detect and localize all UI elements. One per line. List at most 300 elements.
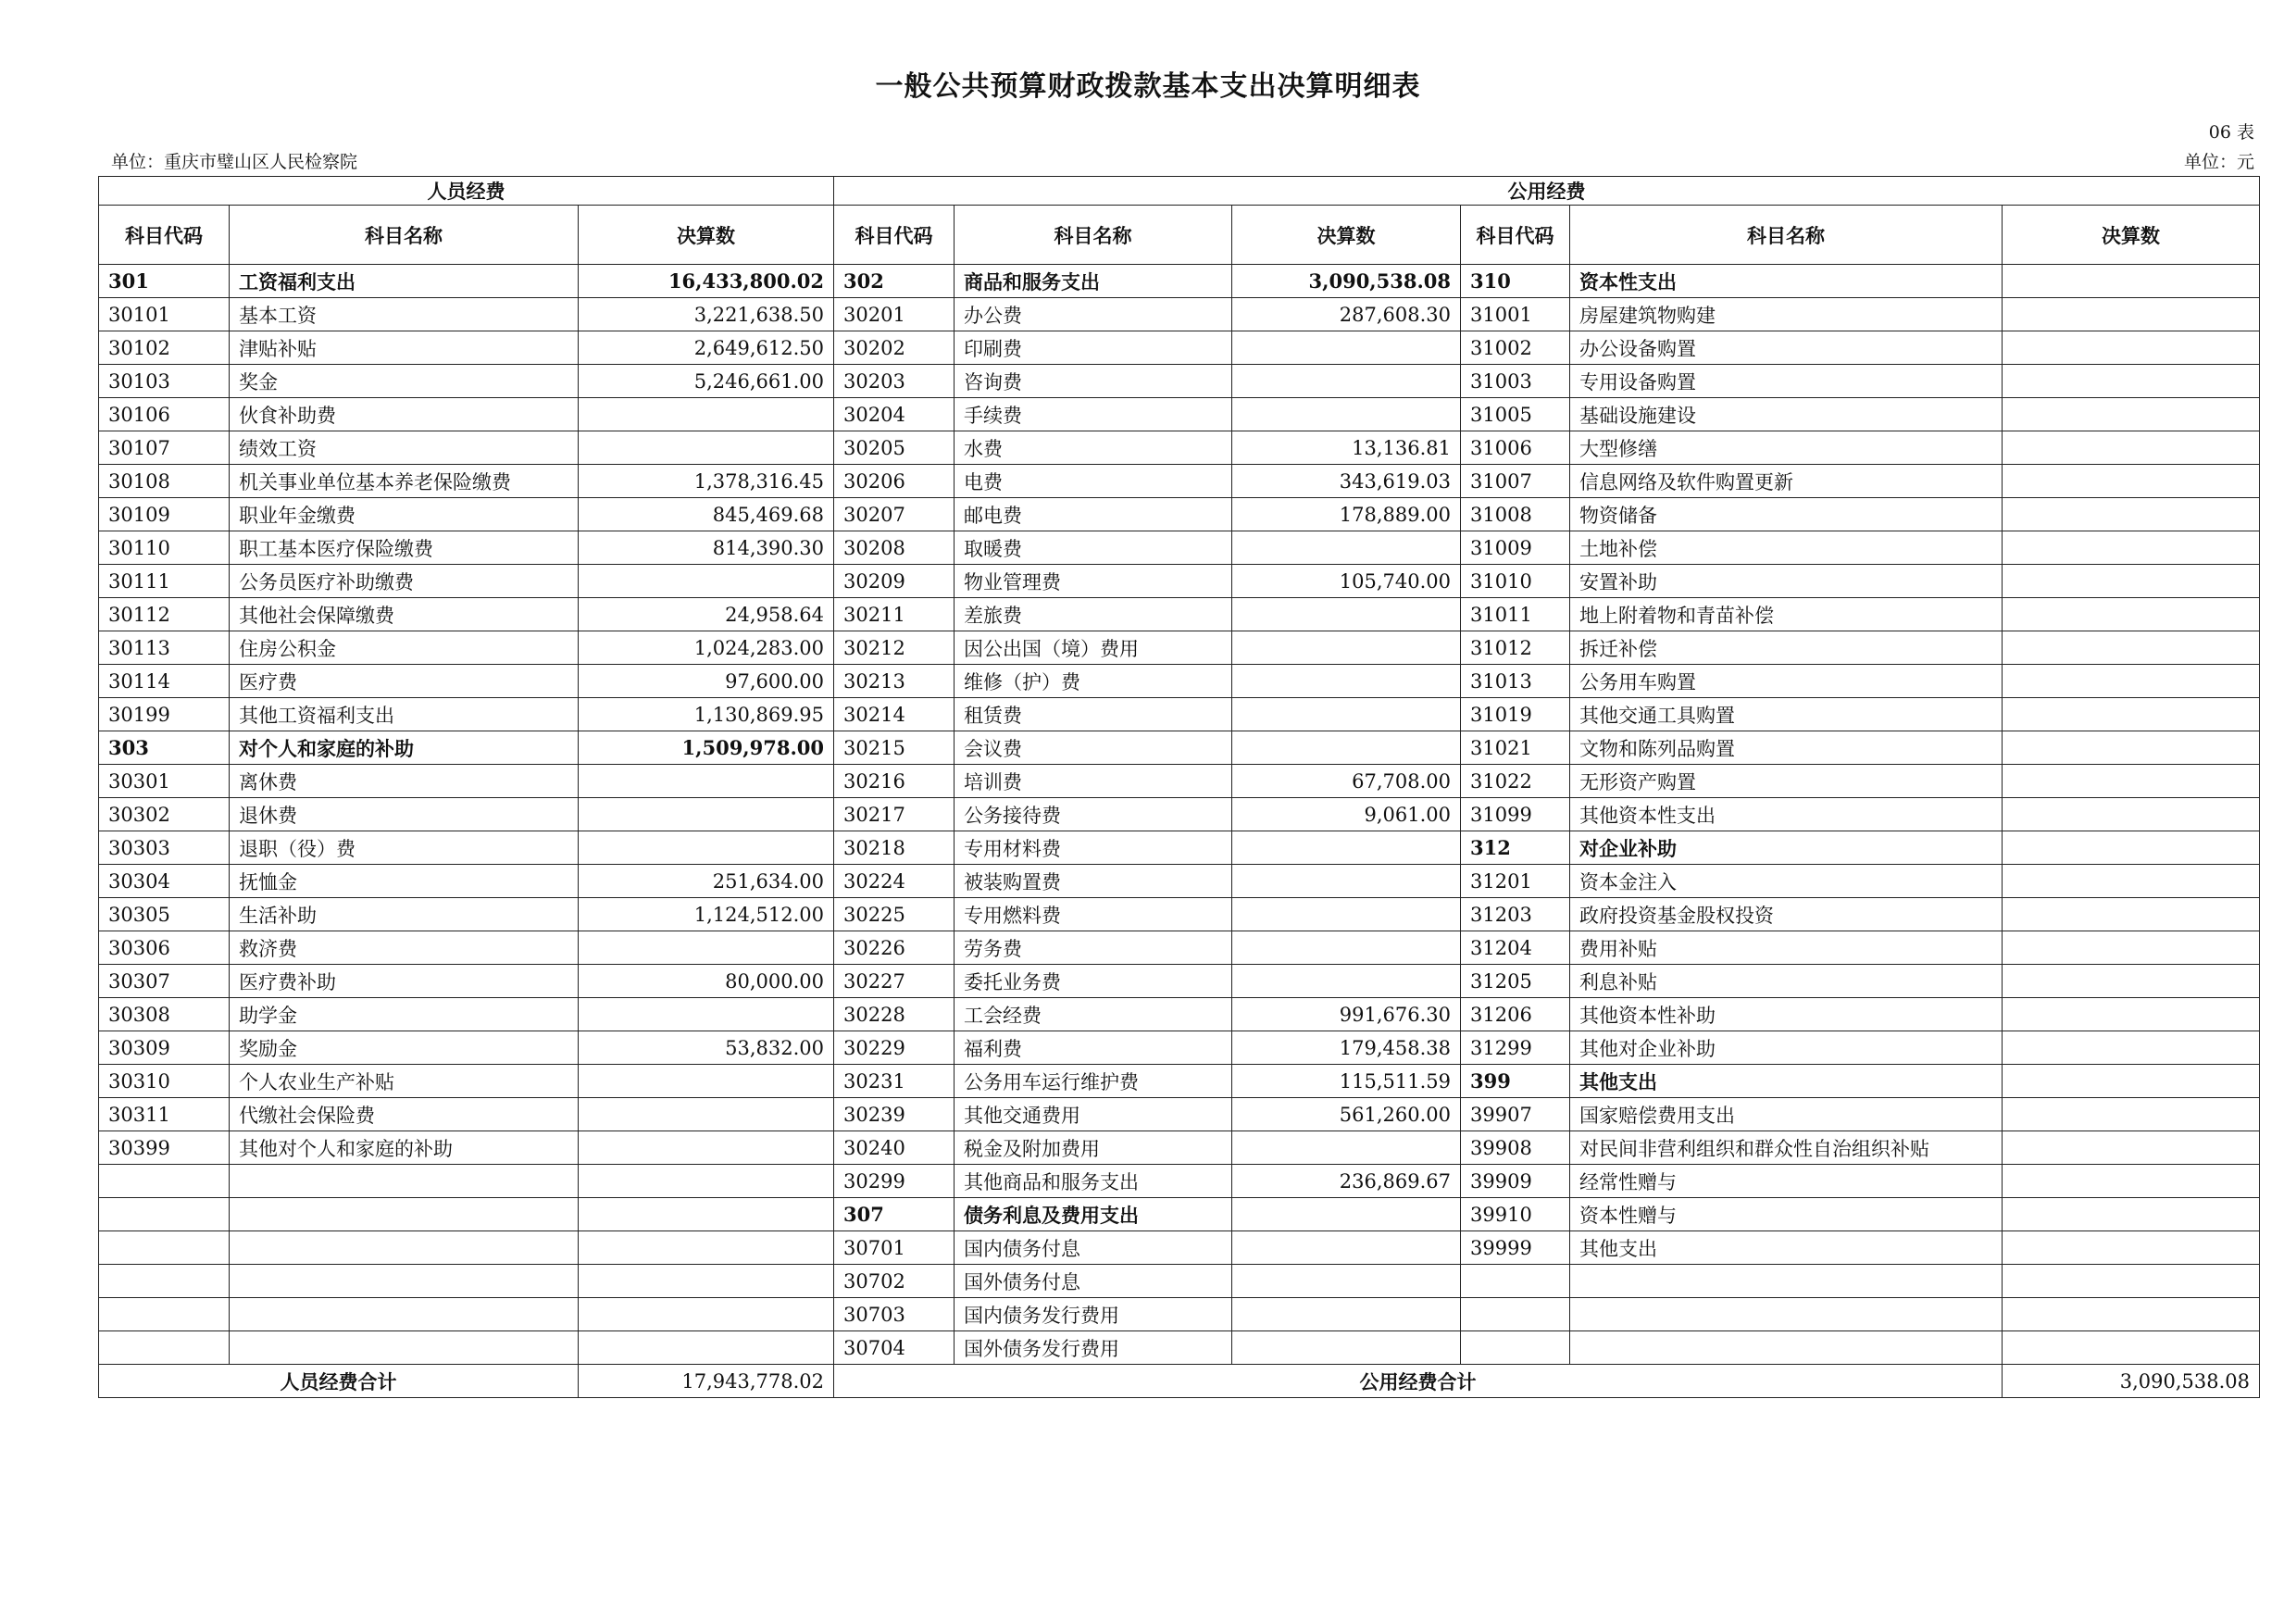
table-row [99,1065,2260,1098]
item-name: 职工基本医疗保险缴费 [230,531,579,565]
table-row [99,1231,2260,1265]
item-code: 30103 [99,365,230,398]
item-amount [579,565,834,598]
item-amount [1232,965,1461,998]
item-code: 30107 [99,431,230,465]
item-amount: 24,958.64 [579,598,834,631]
item-name: 其他交通工具购置 [1570,698,2003,731]
item-code: 31012 [1461,631,1570,665]
item-amount [1232,1331,1461,1365]
item-code: 30228 [834,998,955,1031]
code-header: 科目代码 [99,206,230,265]
item-code [1461,1265,1570,1298]
item-code: 30203 [834,365,955,398]
table-row [99,1098,2260,1131]
item-amount [2003,1098,2260,1131]
table-row [99,1031,2260,1065]
item-amount [1232,731,1461,765]
item-name: 其他社会保障缴费 [230,598,579,631]
item-amount: 1,509,978.00 [579,731,834,765]
item-amount [2003,1065,2260,1098]
item-name: 奖金 [230,365,579,398]
item-name: 基本工资 [230,298,579,331]
item-amount [1232,831,1461,865]
item-amount: 561,260.00 [1232,1098,1461,1131]
table-row [99,1265,2260,1298]
item-amount [1232,1198,1461,1231]
item-amount: 53,832.00 [579,1031,834,1065]
item-name: 因公出国（境）费用 [955,631,1232,665]
item-amount [579,1098,834,1131]
item-name: 公务员医疗补助缴费 [230,565,579,598]
item-name: 其他资本性补助 [1570,998,2003,1031]
item-name: 其他商品和服务支出 [955,1165,1232,1198]
item-name: 助学金 [230,998,579,1031]
item-name [1570,1331,2003,1365]
item-amount [2003,1031,2260,1065]
item-amount: 287,608.30 [1232,298,1461,331]
item-name [230,1165,579,1198]
item-amount: 5,246,661.00 [579,365,834,398]
item-name: 物资储备 [1570,498,2003,531]
item-code: 301 [99,265,230,298]
table-row [99,998,2260,1031]
item-amount [579,1265,834,1298]
item-code: 30202 [834,331,955,365]
item-code: 30215 [834,731,955,765]
table-row [99,1131,2260,1165]
item-amount [2003,698,2260,731]
table-row [99,1331,2260,1365]
item-code: 30399 [99,1131,230,1165]
item-name: 机关事业单位基本养老保险缴费 [230,465,579,498]
item-code: 30101 [99,298,230,331]
item-name: 其他支出 [1570,1065,2003,1098]
item-amount [2003,465,2260,498]
item-amount [1232,331,1461,365]
item-name: 拆迁补偿 [1570,631,2003,665]
item-amount [2003,431,2260,465]
item-name: 劳务费 [955,931,1232,965]
item-name: 委托业务费 [955,965,1232,998]
amount-header: 决算数 [579,206,834,265]
item-code: 30106 [99,398,230,431]
item-code: 31007 [1461,465,1570,498]
item-code: 31019 [1461,698,1570,731]
item-code: 30110 [99,531,230,565]
item-amount [2003,531,2260,565]
item-amount: 2,649,612.50 [579,331,834,365]
table-row [99,765,2260,798]
item-code: 303 [99,731,230,765]
item-name: 绩效工资 [230,431,579,465]
item-name: 其他对企业补助 [1570,1031,2003,1065]
item-amount: 80,000.00 [579,965,834,998]
item-code: 30114 [99,665,230,698]
item-code: 30201 [834,298,955,331]
table-row [99,398,2260,431]
item-amount [2003,998,2260,1031]
item-code: 30302 [99,798,230,831]
item-amount [1232,398,1461,431]
item-code: 31203 [1461,898,1570,931]
table-row [99,831,2260,865]
item-code: 31205 [1461,965,1570,998]
table-row [99,665,2260,698]
item-code: 30704 [834,1331,955,1365]
item-code [99,1265,230,1298]
item-name: 电费 [955,465,1232,498]
item-code: 30216 [834,765,955,798]
item-name: 资本性赠与 [1570,1198,2003,1231]
table-row [99,298,2260,331]
item-amount: 845,469.68 [579,498,834,531]
personnel-group-header: 人员经费 [99,177,834,206]
item-code: 30109 [99,498,230,531]
item-name: 退休费 [230,798,579,831]
item-name: 文物和陈列品购置 [1570,731,2003,765]
reporting-unit: 单位：重庆市璧山区人民检察院 [111,152,358,172]
item-amount [2003,365,2260,398]
item-code: 312 [1461,831,1570,865]
item-code: 39910 [1461,1198,1570,1231]
item-amount [1232,665,1461,698]
item-name: 商品和服务支出 [955,265,1232,298]
item-code: 30701 [834,1231,955,1265]
item-amount [2003,831,2260,865]
table-row [99,431,2260,465]
item-amount: 343,619.03 [1232,465,1461,498]
item-name: 手续费 [955,398,1232,431]
table-row [99,531,2260,565]
item-name: 其他支出 [1570,1231,2003,1265]
item-name: 无形资产购置 [1570,765,2003,798]
item-code: 30303 [99,831,230,865]
item-code: 31003 [1461,365,1570,398]
item-amount [1232,1265,1461,1298]
item-name: 租赁费 [955,698,1232,731]
item-name: 离休费 [230,765,579,798]
code-header: 科目代码 [834,206,955,265]
item-name [230,1331,579,1365]
item-name: 奖励金 [230,1031,579,1065]
item-code: 31011 [1461,598,1570,631]
item-amount [579,798,834,831]
amount-header: 决算数 [1232,206,1461,265]
item-amount: 814,390.30 [579,531,834,565]
item-name: 资本金注入 [1570,865,2003,898]
table-row [99,1298,2260,1331]
item-name: 伙食补助费 [230,398,579,431]
item-code [99,1298,230,1331]
item-code: 30299 [834,1165,955,1198]
item-code: 30112 [99,598,230,631]
item-amount [579,1131,834,1165]
table-row [99,465,2260,498]
item-amount: 9,061.00 [1232,798,1461,831]
table-row [99,931,2260,965]
expenditure-table [98,176,2260,1398]
item-code [1461,1298,1570,1331]
item-name: 税金及附加费用 [955,1131,1232,1165]
item-name: 医疗费 [230,665,579,698]
item-amount [1232,931,1461,965]
item-amount: 251,634.00 [579,865,834,898]
item-code: 30229 [834,1031,955,1065]
item-amount: 16,433,800.02 [579,265,834,298]
item-amount [2003,265,2260,298]
item-amount [579,931,834,965]
item-code: 30205 [834,431,955,465]
item-code: 30207 [834,498,955,531]
item-code: 30211 [834,598,955,631]
item-name: 债务利息及费用支出 [955,1198,1232,1231]
item-code: 30225 [834,898,955,931]
item-code [99,1331,230,1365]
code-header: 科目代码 [1461,206,1570,265]
item-name: 会议费 [955,731,1232,765]
item-code [99,1231,230,1265]
item-name: 差旅费 [955,598,1232,631]
item-code: 31002 [1461,331,1570,365]
item-code: 30227 [834,965,955,998]
item-amount [579,1165,834,1198]
item-amount: 1,124,512.00 [579,898,834,931]
item-name: 医疗费补助 [230,965,579,998]
item-name: 印刷费 [955,331,1232,365]
item-amount [579,998,834,1031]
item-code: 310 [1461,265,1570,298]
item-code: 31299 [1461,1031,1570,1065]
item-code: 39907 [1461,1098,1570,1131]
item-amount [1232,1231,1461,1265]
item-code: 30307 [99,965,230,998]
item-name: 代缴社会保险费 [230,1098,579,1131]
item-amount [2003,798,2260,831]
item-code: 302 [834,265,955,298]
item-amount: 97,600.00 [579,665,834,698]
item-code: 39908 [1461,1131,1570,1165]
item-name: 维修（护）费 [955,665,1232,698]
item-name: 利息补贴 [1570,965,2003,998]
currency-unit: 单位：元 [2183,152,2254,172]
item-name: 国外债务付息 [955,1265,1232,1298]
item-name: 培训费 [955,765,1232,798]
item-code: 30240 [834,1131,955,1165]
item-name: 生活补助 [230,898,579,931]
item-code: 30702 [834,1265,955,1298]
item-code: 30239 [834,1098,955,1131]
item-code: 30199 [99,698,230,731]
table-row [99,631,2260,665]
item-code: 31022 [1461,765,1570,798]
public-total-amount: 3,090,538.08 [2003,1365,2260,1398]
item-name: 其他资本性支出 [1570,798,2003,831]
item-name: 国内债务付息 [955,1231,1232,1265]
item-code [99,1165,230,1198]
item-code: 30206 [834,465,955,498]
item-name: 邮电费 [955,498,1232,531]
item-code: 30226 [834,931,955,965]
item-amount: 67,708.00 [1232,765,1461,798]
item-code [99,1198,230,1231]
item-amount [1232,365,1461,398]
item-amount [2003,631,2260,665]
item-name: 对民间非营利组织和群众性自治组织补贴 [1570,1131,2003,1165]
table-row [99,331,2260,365]
item-name: 职业年金缴费 [230,498,579,531]
item-name: 对个人和家庭的补助 [230,731,579,765]
table-row [99,731,2260,765]
item-amount [579,431,834,465]
item-amount [579,398,834,431]
item-code: 30108 [99,465,230,498]
item-code: 30212 [834,631,955,665]
totals-row [99,1365,2260,1398]
item-amount [2003,965,2260,998]
name-header: 科目名称 [955,206,1232,265]
item-amount [1232,865,1461,898]
table-row [99,265,2260,298]
item-name: 退职（役）费 [230,831,579,865]
table-row [99,898,2260,931]
item-name [230,1231,579,1265]
item-code: 30209 [834,565,955,598]
item-amount [2003,598,2260,631]
item-code: 30204 [834,398,955,431]
item-code: 30301 [99,765,230,798]
item-amount [2003,665,2260,698]
item-code: 31005 [1461,398,1570,431]
item-code: 30231 [834,1065,955,1098]
item-amount [2003,1331,2260,1365]
item-code: 31201 [1461,865,1570,898]
item-amount [1232,1131,1461,1165]
item-name: 大型修缮 [1570,431,2003,465]
item-code: 30214 [834,698,955,731]
item-code: 30102 [99,331,230,365]
item-code: 30311 [99,1098,230,1131]
item-amount [1232,631,1461,665]
item-name: 津贴补贴 [230,331,579,365]
item-code: 307 [834,1198,955,1231]
item-amount [1232,1298,1461,1331]
item-name: 取暖费 [955,531,1232,565]
table-row [99,798,2260,831]
item-name: 地上附着物和青苗补偿 [1570,598,2003,631]
public-total-label: 公用经费合计 [834,1365,2003,1398]
page-title: 一般公共预算财政拨款基本支出决算明细表 [875,70,1421,103]
table-row [99,698,2260,731]
item-name [230,1198,579,1231]
item-code: 30111 [99,565,230,598]
table-row [99,965,2260,998]
item-name: 其他对个人和家庭的补助 [230,1131,579,1165]
item-amount: 3,090,538.08 [1232,265,1461,298]
item-amount [2003,498,2260,531]
item-code: 30208 [834,531,955,565]
table-number: 06 表 [2208,122,2254,143]
name-header: 科目名称 [230,206,579,265]
item-amount [579,1198,834,1231]
item-code: 30218 [834,831,955,865]
item-amount [579,765,834,798]
item-code [1461,1331,1570,1365]
item-amount: 179,458.38 [1232,1031,1461,1065]
item-name: 其他工资福利支出 [230,698,579,731]
item-code: 30305 [99,898,230,931]
item-name: 办公费 [955,298,1232,331]
item-amount [1232,698,1461,731]
item-amount [579,1065,834,1098]
item-code: 30309 [99,1031,230,1065]
item-amount: 236,869.67 [1232,1165,1461,1198]
item-amount: 1,130,869.95 [579,698,834,731]
item-amount [2003,1165,2260,1198]
name-header: 科目名称 [1570,206,2003,265]
item-name: 国家赔偿费用支出 [1570,1098,2003,1131]
item-name: 被装购置费 [955,865,1232,898]
item-amount [2003,765,2260,798]
item-amount [1232,898,1461,931]
item-name: 资本性支出 [1570,265,2003,298]
item-name: 个人农业生产补贴 [230,1065,579,1098]
item-code: 399 [1461,1065,1570,1098]
amount-header: 决算数 [2003,206,2260,265]
item-name: 安置补助 [1570,565,2003,598]
item-code: 31006 [1461,431,1570,465]
item-code: 30703 [834,1298,955,1331]
table-row [99,365,2260,398]
item-name: 基础设施建设 [1570,398,2003,431]
item-name: 水费 [955,431,1232,465]
item-name [1570,1265,2003,1298]
item-name: 福利费 [955,1031,1232,1065]
personnel-total-amount: 17,943,778.02 [579,1365,834,1398]
item-name [230,1298,579,1331]
public-group-header: 公用经费 [834,177,2260,206]
item-code: 30308 [99,998,230,1031]
item-name: 政府投资基金股权投资 [1570,898,2003,931]
item-code: 30213 [834,665,955,698]
item-amount [579,1298,834,1331]
item-amount: 115,511.59 [1232,1065,1461,1098]
item-name: 专用设备购置 [1570,365,2003,398]
item-name: 专用材料费 [955,831,1232,865]
item-amount [2003,298,2260,331]
item-amount [2003,731,2260,765]
item-name: 专用燃料费 [955,898,1232,931]
item-name: 经常性赠与 [1570,1165,2003,1198]
item-name: 办公设备购置 [1570,331,2003,365]
item-name: 国内债务发行费用 [955,1298,1232,1331]
item-amount: 1,024,283.00 [579,631,834,665]
item-amount [2003,1265,2260,1298]
item-name: 信息网络及软件购置更新 [1570,465,2003,498]
item-amount [2003,1298,2260,1331]
item-name: 咨询费 [955,365,1232,398]
item-amount: 105,740.00 [1232,565,1461,598]
item-amount [579,1331,834,1365]
item-amount: 178,889.00 [1232,498,1461,531]
item-amount [579,1231,834,1265]
item-code: 30217 [834,798,955,831]
item-amount: 3,221,638.50 [579,298,834,331]
item-name: 物业管理费 [955,565,1232,598]
item-code: 30310 [99,1065,230,1098]
item-code: 30304 [99,865,230,898]
item-name [230,1265,579,1298]
